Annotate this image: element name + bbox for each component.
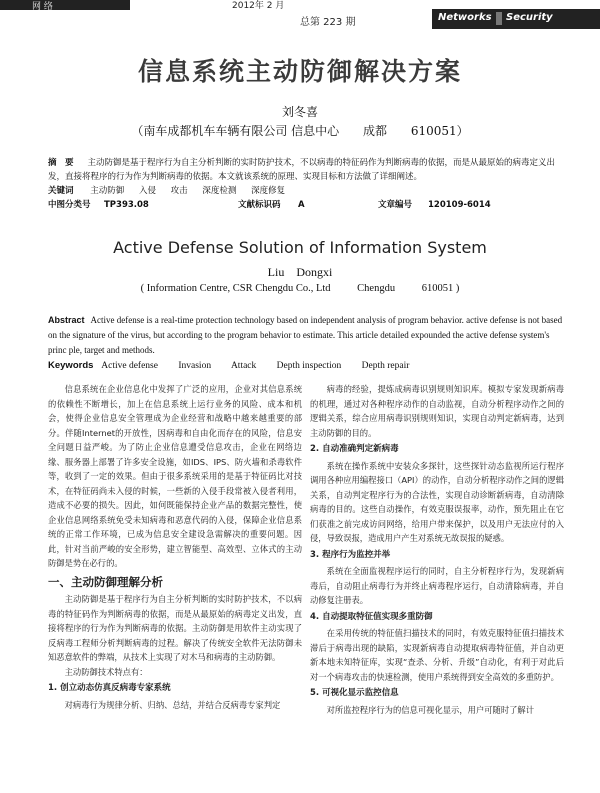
keyword-cn: 深度修复: [251, 186, 286, 196]
class-number-value: TP393.08: [104, 200, 149, 210]
keyword-cn: 深度检测: [202, 186, 237, 196]
affiliation-city: 成都: [363, 124, 388, 138]
paragraph: 主动防御技术特点有：: [64, 666, 148, 677]
english-affiliation: [0, 283, 600, 294]
section-banner: [432, 9, 600, 29]
abstract-en-label: Abstract: [48, 315, 85, 325]
subsection-heading: 2. 自动准确判定新病毒: [310, 444, 399, 454]
subsection-heading: 5. 可视化显示监控信息: [310, 688, 399, 698]
body-column-left: [48, 382, 302, 712]
english-affiliation-zip: 610051 ): [421, 283, 460, 294]
keywords-en: [48, 360, 568, 371]
keywords-cn-label: 关键词: [48, 186, 74, 196]
paragraph: 在采用传统的特征值扫描技术的同时，有效克服特征值扫描技术滞后于病毒出现的缺陷，实现新病毒自动提取病毒特征值，并自动更新本地未知特征库，实现“查杀、分析、升级”自动化，有利于对此后对一个病毒攻击的快速检测，使用户系统得到安全高效的多重防护。: [310, 628, 564, 682]
subsection-heading: 4. 自动提取特征值实现多重防御: [310, 611, 433, 622]
doc-code-label: 文献标识码: [238, 200, 281, 210]
keyword-en: Depth repair: [361, 361, 410, 371]
author-name: 刘冬喜: [281, 105, 318, 119]
abstract-en: [48, 313, 568, 358]
keyword-en: Depth inspection: [276, 361, 342, 371]
keyword-en: Active defense: [101, 361, 158, 371]
affiliation-zip: 610051）: [410, 124, 469, 138]
page-header: [0, 0, 600, 28]
keywords-en-label: Keywords: [48, 360, 94, 371]
abstract-cn-text: 主动防御是基于程序行为自主分析判断的实时防护技术，不以病毒的特征码作为判断病毒的依据，而是从最原始的病毒定义出发，直接将程序的行为作为判断病毒的依据。本文就该系统的原理、实现目标和方法做了详细阐述。: [48, 158, 556, 182]
paragraph: 信息系统在企业信息化中发挥了广泛的应用，企业对其信息系统的依赖性不断增长，加上在信息系统上运行业务的风险、成本和机会，使得企业信息安全管理成为企业经营和战略中越来越重要的部分。伴随Internet的开放性，因病毒和自由化而存在的风险，信息安全问题日益严峻。为了防止企业信息遭受信息攻击，企业在网络边缘、服务器上部署了许多安全设施，如IDS、IPS、防火墙和杀毒软件等，收到了一定的效果。但由于很多系统采用的是基于特征码比对技术，在特征码尚未入侵的时候，一些新的入侵手段常被入侵者利用，造成不必要的损失。因此，如何既能保持企业产品的数据完整性，使企业信息网络系统免受未知病毒和恶意代码的入侵，保障企业信息系统的正常工作环境，已成为信息安全建设急需解决的重要问题。因此，针对当前严峻的安全形势，建立智能型、高效型、立体式的主动防御是势在必行的。: [48, 384, 302, 568]
page-title: 信息系统主动防御解决方案: [137, 57, 462, 86]
affiliation-org: （南车成都机车车辆有限公司 信息中心: [131, 124, 340, 138]
english-author: Liu Dongxi: [267, 265, 333, 279]
english-title: Active Defense Solution of Information System: [113, 238, 487, 257]
body-column-right: [310, 382, 564, 717]
author-affiliation: [0, 122, 600, 139]
subsection-heading: 3. 程序行为监控并举: [310, 549, 391, 560]
journal-tag-label: 网 络: [32, 2, 53, 12]
class-number-label: 中图分类号: [48, 200, 91, 210]
keyword-cn: 入侵: [138, 186, 156, 196]
abstract-en-text: Active defense is a real-time protection technology based on independent analysis of program behavior. active defense is not based on the signature of the virus, but according to the program behavior to estimate. This article detailed expounded the active defense system's princ ple, target and methods.: [48, 315, 563, 355]
keywords-cn: [48, 184, 568, 198]
abstract-cn-label: 摘 要: [48, 158, 74, 168]
paragraph: 系统在全面监视程序运行的同时，自主分析程序行为，发现新病毒后，自动阻止病毒行为并终止病毒程序运行，自动清除病毒，并自动修复注册表。: [310, 566, 564, 605]
issue-number: 总第 223 期: [300, 17, 356, 28]
keyword-en: Invasion: [178, 361, 212, 371]
paragraph: 主动防御是基于程序行为自主分析判断的实时防护技术，不以病毒的特征码作为判断病毒的依据，而是从最原始的病毒定义出发，直接将程序的行为作为判断病毒的依据。主动防御是用软件主动实现了反病毒工程师分析判断病毒的过程。解决了传统安全软件无法防御未知恶意软件的弊端，从技术上实现了对木马和病毒的主动防御。: [48, 594, 302, 662]
abstract-cn: [48, 156, 568, 184]
journal-tag: [0, 0, 130, 10]
keyword-en: Attack: [230, 361, 257, 371]
paragraph: 病毒的经验，提炼成病毒识别规则知识库。模拟专家发现新病毒的机理，通过对各种程序动作的自动监视，自动分析程序动作之间的逻辑关系，综合应用病毒识别规则知识，实现自动判定新病毒，达到主动防御的目的。: [310, 384, 564, 438]
keyword-cn: 主动防御: [90, 186, 125, 196]
paragraph: 对所监控程序行为的信息可视化显示，用户可随时了解计: [326, 704, 535, 715]
article-number-label: 文章编号: [378, 200, 413, 210]
issue-date: 2012年 2 月: [232, 1, 285, 11]
subsection-heading: 1. 创立动态仿真反病毒专家系统: [48, 683, 171, 693]
paragraph: 系统在操作系统中安装众多探针，这些探针动态监视所运行程序调用各种应用编程接口（API）的动作，自动分析程序动作之间的逻辑关系，自动判定程序行为的合法性，实现自动诊断新病毒，自动清除病毒的目的。这些自动操作，有效克服误报率，动作，预先阻止在它们获准之前完成访问网络，给用户带来保护，以及用户无法应付的入侵，导致误报，造成用户产生对系统无故误报的疑惑。: [310, 460, 564, 543]
section-divider: [496, 12, 502, 25]
section-security: Security: [506, 12, 553, 23]
english-affiliation-city: Chengdu: [357, 283, 396, 294]
keyword-cn: 攻击: [170, 186, 188, 196]
section-networks: Networks: [438, 12, 492, 23]
section-heading: 一、主动防御理解分析: [48, 574, 163, 589]
english-affiliation-org: ( Information Centre, CSR Chengdu Co., Ltd: [140, 283, 331, 294]
article-number-value: 120109-6014: [428, 200, 491, 210]
paragraph: 对病毒行为规律分析、归纳、总结，并结合反病毒专家判定: [64, 699, 281, 710]
doc-code-value: A: [298, 200, 305, 210]
